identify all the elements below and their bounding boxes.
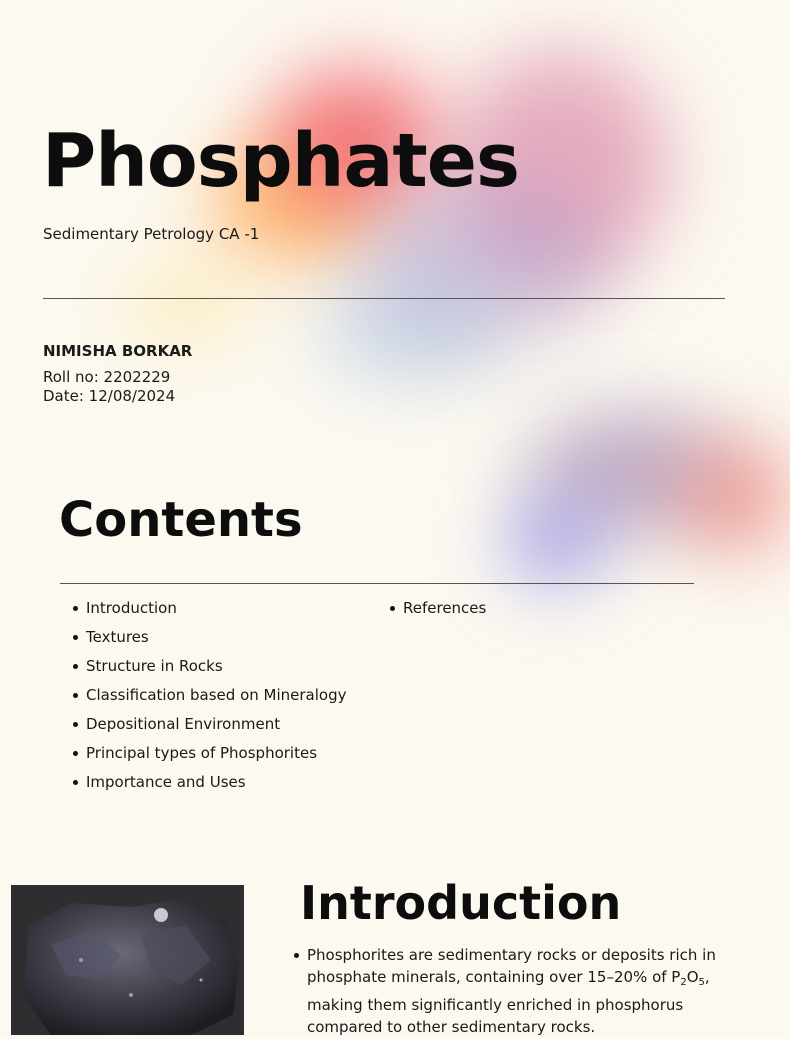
- introduction-heading: Introduction: [300, 876, 622, 930]
- gradient-blob-red-2: [680, 442, 790, 552]
- contents-heading: Contents: [59, 492, 303, 548]
- contents-list-right: [390, 598, 486, 627]
- toc-item: References: [390, 598, 486, 627]
- phosphorite-rock-image: [11, 885, 244, 1035]
- toc-item: Depositional Environment: [73, 714, 346, 743]
- introduction-slide: [0, 832, 768, 1036]
- bullet-text-part: , making them significantly enriched in phosphorus compared to other sedimentary rocks.: [307, 968, 710, 1036]
- toc-item: Introduction: [73, 598, 346, 627]
- presentation-title: Phosphates: [42, 118, 519, 204]
- toc-item: Principal types of Phosphorites: [73, 743, 346, 772]
- contents-list-left: [73, 598, 346, 801]
- title-slide: [0, 0, 768, 432]
- bullet-text-part: O: [686, 968, 699, 986]
- presentation-date: Date: 12/08/2024: [43, 387, 176, 405]
- presentation-subtitle: Sedimentary Petrology CA -1: [43, 225, 260, 243]
- toc-item: Classification based on Mineralogy: [73, 685, 346, 714]
- gradient-blob-blue: [320, 280, 500, 380]
- list-item: [292, 944, 732, 1038]
- gradient-blob-yellow: [120, 270, 250, 340]
- subscript: 2: [680, 977, 687, 988]
- toc-item: Importance and Uses: [73, 772, 346, 801]
- divider-line: [43, 298, 725, 299]
- divider-line: [60, 583, 694, 584]
- gradient-blob-blue-2: [510, 502, 600, 582]
- contents-slide: [0, 432, 768, 832]
- toc-item: Textures: [73, 627, 346, 656]
- introduction-list: [292, 944, 732, 1038]
- bullet-text-part: Phosphorites are sedimentary rocks or deposits rich in phosphate minerals, containing over 15–20% of P: [307, 946, 716, 986]
- toc-item: Structure in Rocks: [73, 656, 346, 685]
- author-name: NIMISHA BORKAR: [43, 342, 193, 360]
- rock-illustration: [11, 885, 244, 1035]
- roll-number: Roll no: 2202229: [43, 368, 171, 386]
- subscript: 5: [698, 977, 705, 988]
